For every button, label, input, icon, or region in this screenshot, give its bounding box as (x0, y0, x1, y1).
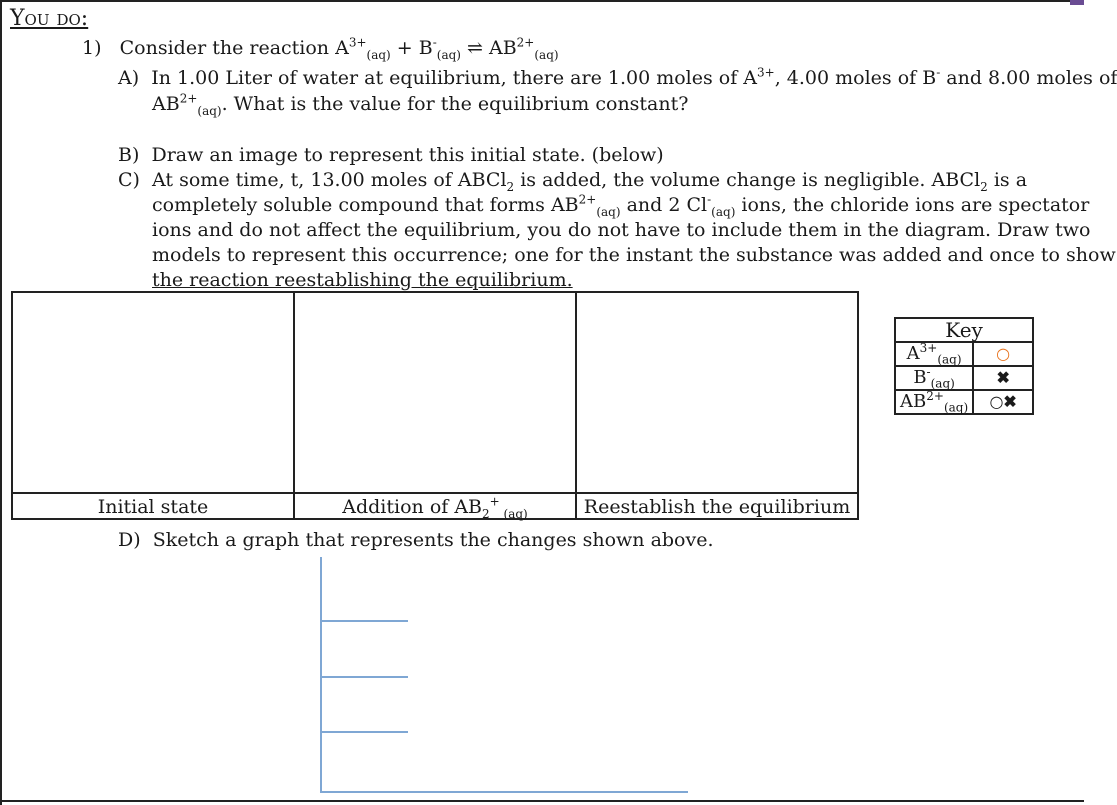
part-b: B) Draw an image to represent this initial state. (below) (118, 144, 664, 166)
part-a-line-1: A) In 1.00 Liter of water at equilibrium, there are 1.00 moles of $A^{3+}$, 4.00 moles of B- and 8.00 moles of (118, 65, 1117, 89)
addition-box[interactable] (294, 292, 576, 493)
initial-state-box[interactable] (12, 292, 294, 493)
part-c-line-3: ions and do not affect the equilibrium, you do not have to include them in the diagram. Draw two (152, 219, 1091, 241)
page-left-border (0, 0, 2, 805)
circle-icon: ○ (996, 344, 1011, 363)
caption-initial-state: Initial state (12, 493, 294, 519)
question-number: 1) (82, 37, 102, 59)
key-row: $B^-_{(aq)}$ ✖ (895, 366, 1033, 390)
graph-y-axis (320, 557, 322, 793)
caption-reestablish: Reestablish the equilibrium (576, 493, 858, 519)
key-row: $AB^{2+}_{(aq)}$ ○✖ (895, 390, 1033, 414)
corner-accent (1070, 0, 1084, 5)
part-c-line-4: models to represent this occurrence; one for the instant the substance was added and once to show (152, 244, 1116, 266)
page-top-border (0, 0, 1084, 2)
question-1-stem: 1) Consider the reaction $A^{3+}_{(aq)} + B^-_{(aq)}$ ⇌ $AB^{2+}_{(aq)}$ (82, 35, 559, 62)
circle-x-icon: ○✖ (989, 392, 1017, 411)
key-table (894, 317, 1034, 415)
reestablish-box[interactable] (576, 292, 858, 493)
key-row: $A^{3+}_{(aq)}$ ○ (895, 342, 1033, 366)
key-header: Key (895, 318, 1033, 342)
x-mark-icon: ✖ (996, 368, 1010, 387)
page-title: You do: (10, 6, 89, 31)
part-d: D) Sketch a graph that represents the changes shown above. (118, 529, 714, 551)
part-c-line-2: completely soluble compound that forms $AB^{2+}_{(aq)}$ and 2 $Cl^-_{(aq)}$ ions, the chloride ions are spectator (152, 192, 1090, 219)
equilibrium-arrow-icon: ⇌ (467, 37, 483, 59)
graph-tick-2 (320, 676, 408, 678)
graph-x-axis (320, 791, 688, 793)
model-diagram-table (11, 291, 859, 520)
caption-addition: Addition of $AB_2^+$ $_{(aq)}$ (294, 493, 576, 519)
part-a-line-2: $AB^{2+}_{(aq)}$. What is the value for the equilibrium constant? (152, 91, 689, 118)
graph-tick-3 (320, 731, 408, 733)
part-c-line-5: the reaction reestablishing the equilibrium. (152, 269, 573, 291)
graph-tick-1 (320, 620, 408, 622)
part-c-line-1: C) At some time, t, 13.00 moles of ABCl$_2$ is added, the volume change is negligible. ABCl$_2$ is a (118, 169, 1028, 194)
page-bottom-border (0, 800, 1084, 802)
